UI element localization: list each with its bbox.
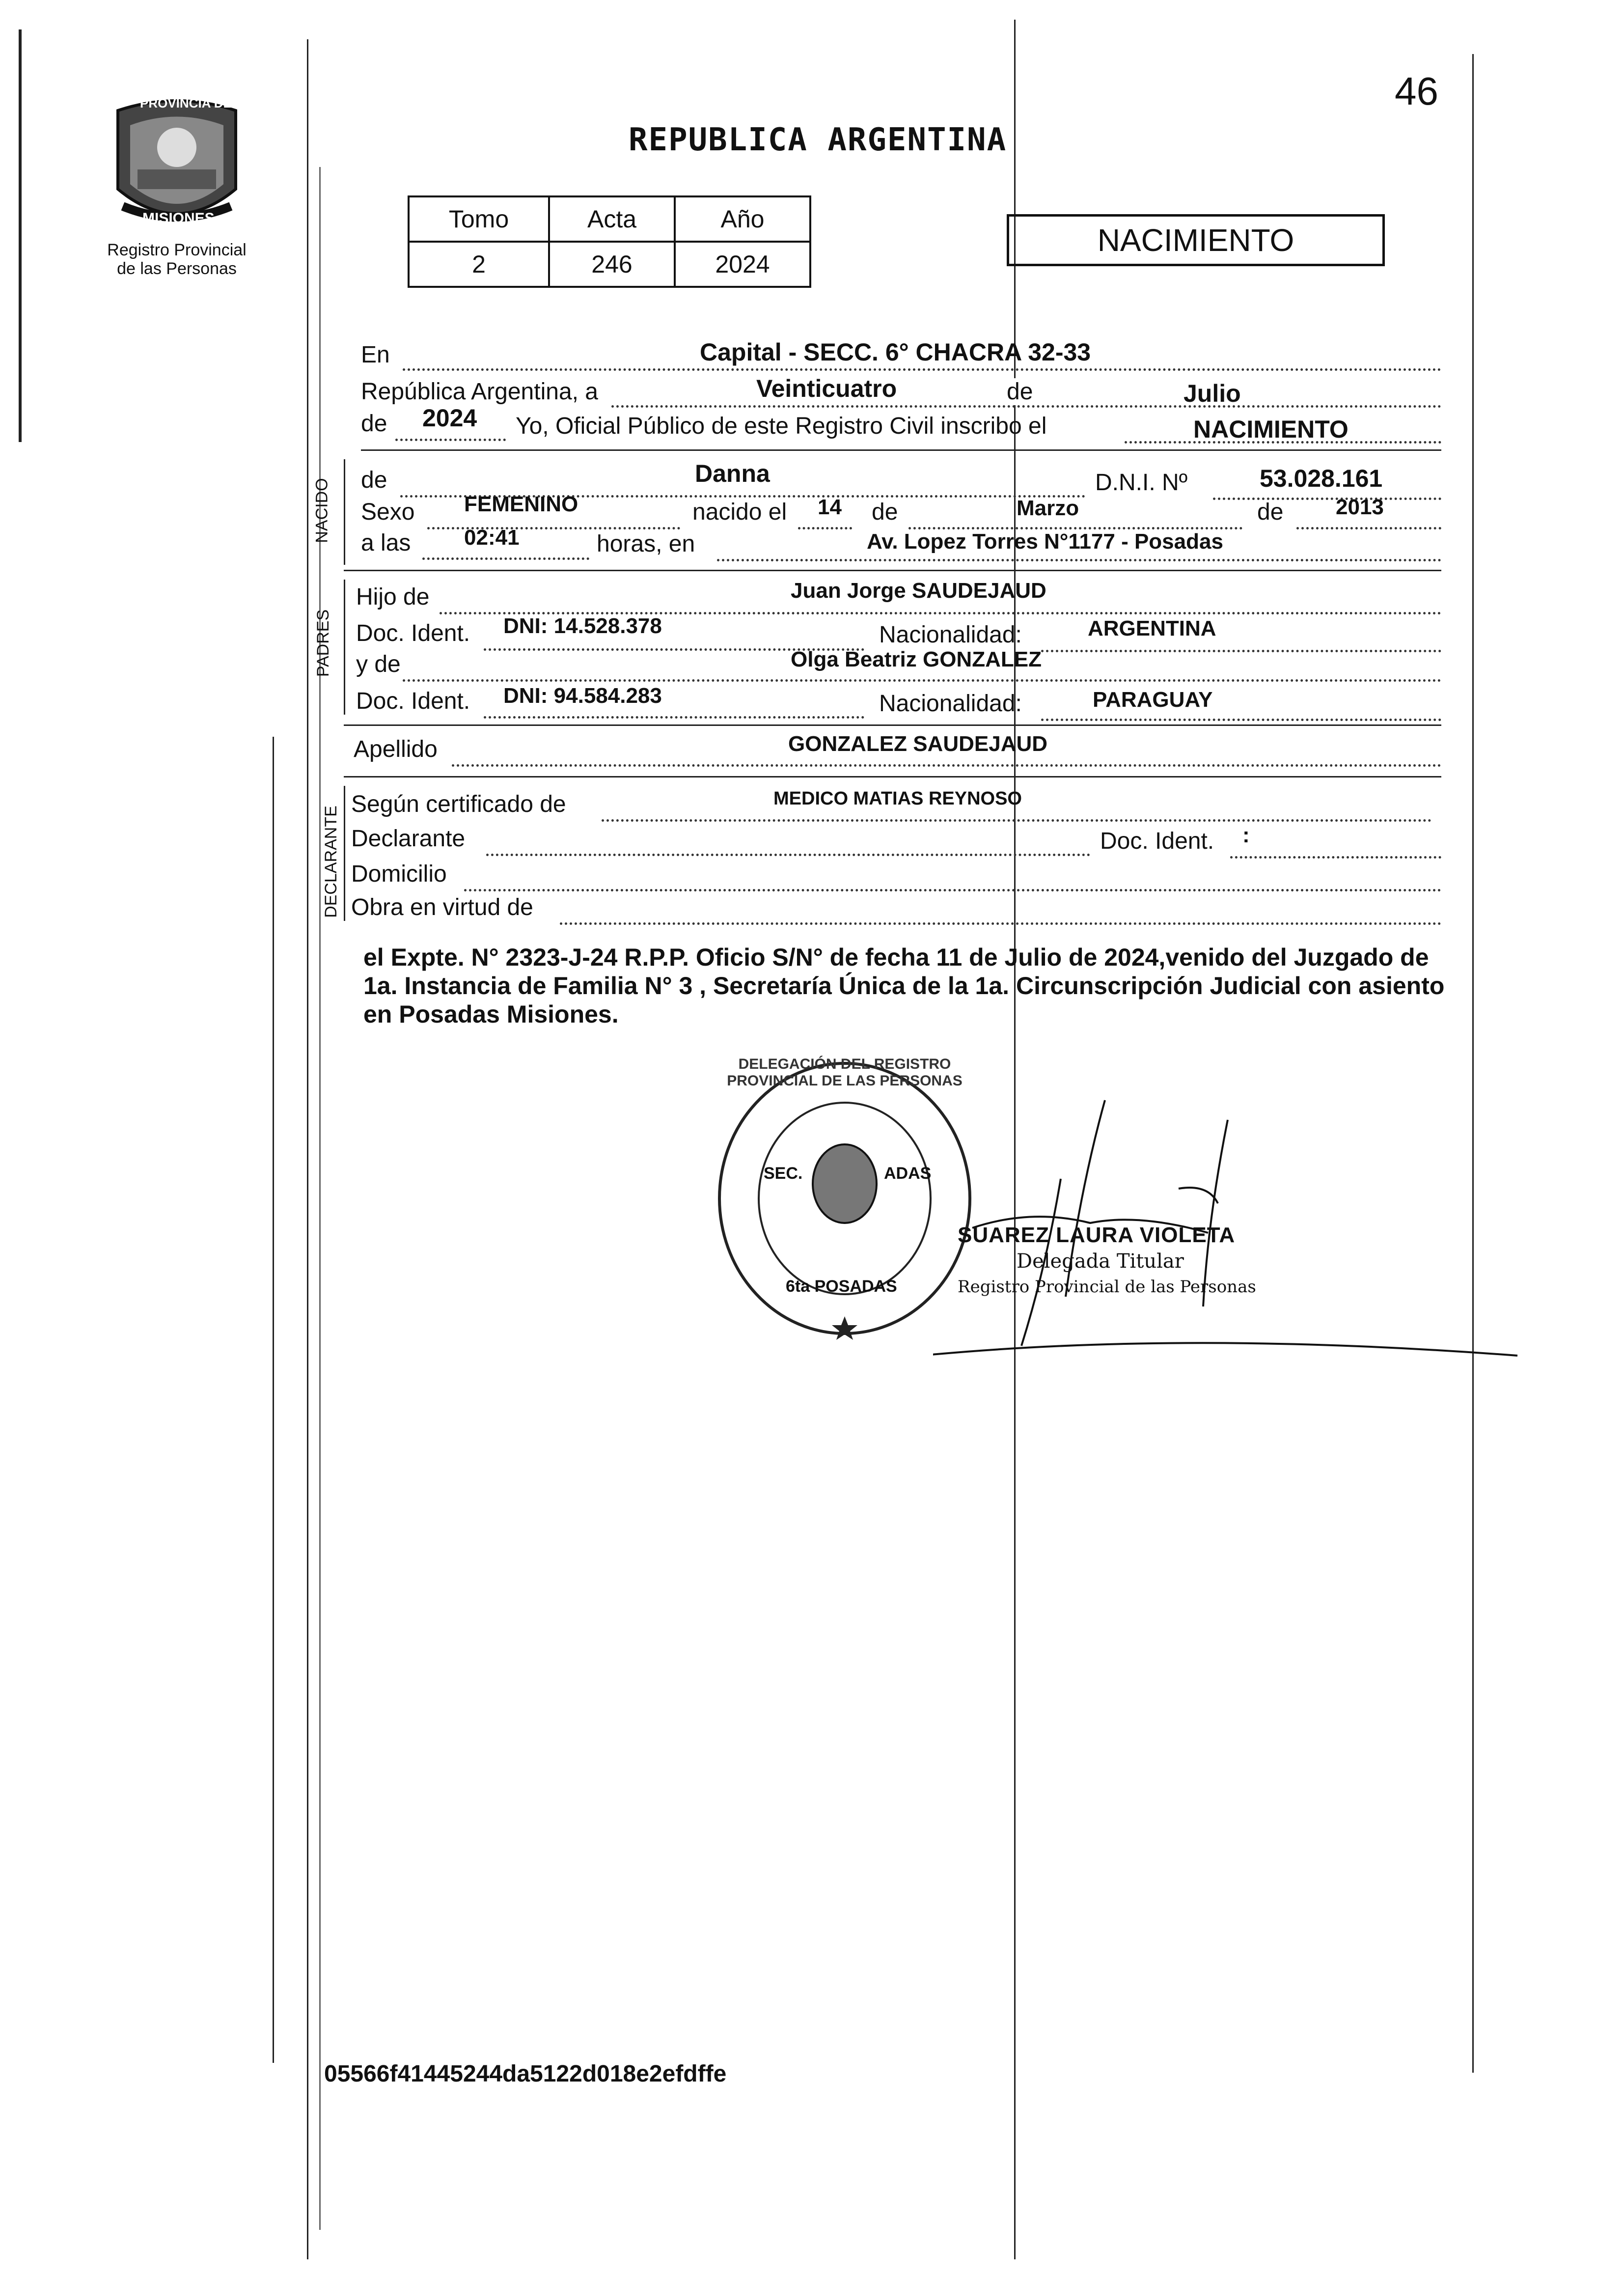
- label-oficial: Yo, Oficial Público de este Registro Civil inscribo el: [516, 413, 1047, 439]
- label-declarante: Declarante: [351, 826, 466, 852]
- label-de3: de: [1257, 499, 1284, 525]
- section-divider: [361, 449, 1441, 451]
- table-value-acta: 246: [549, 242, 675, 287]
- table-header-anio: Año: [675, 196, 810, 242]
- label-dni: D.N.I. Nº: [1095, 470, 1188, 496]
- value-madre-doc: DNI: 94.584.283: [503, 684, 662, 708]
- value-dni: 53.028.161: [1260, 465, 1383, 492]
- side-label-declarante: DECLARANTE: [321, 806, 340, 918]
- value-nombre: Danna: [695, 460, 770, 487]
- left-border-line-2: [319, 167, 321, 2230]
- table-value-tomo: 2: [409, 242, 549, 287]
- label-a-las: a las: [361, 530, 411, 556]
- left-border-line: [307, 39, 308, 2259]
- label-de-nombre: de: [361, 467, 387, 493]
- declarante-bracket: [344, 786, 345, 921]
- table-value-anio: 2024: [675, 242, 810, 287]
- label-sexo: Sexo: [361, 499, 415, 525]
- value-acto: NACIMIENTO: [1193, 416, 1349, 443]
- padres-bracket: [344, 580, 345, 715]
- label-nacionalidad1: Nacionalidad:: [879, 622, 1022, 648]
- label-segun: Según certificado de: [351, 791, 566, 817]
- label-y-de: y de: [356, 651, 401, 677]
- stamp-ring-text: DELEGACIÓN DEL REGISTRO PROVINCIAL DE LAS PERSONAS: [727, 1056, 963, 1089]
- document-hash: 05566f41445244da5122d018e2efdffe: [324, 2061, 727, 2087]
- value-mes: Julio: [1184, 380, 1241, 407]
- stamp-inner-bottom: 6ta POSADAS: [786, 1277, 897, 1296]
- value-madre: Olga Beatriz GONZALEZ: [791, 647, 1042, 671]
- value-certificado: MEDICO MATIAS REYNOSO: [773, 788, 1022, 809]
- label-doc-ident3: Doc. Ident.: [1100, 828, 1214, 854]
- value-lugar-nac: Av. Lopez Torres N°1177 - Posadas: [867, 529, 1223, 554]
- value-padre: Juan Jorge SAUDEJAUD: [791, 579, 1046, 603]
- right-border-line: [1472, 54, 1474, 2073]
- label-en: En: [361, 342, 390, 368]
- value-dia: Veinticuatro: [756, 375, 897, 402]
- nacido-bracket: [344, 459, 345, 565]
- stamp-inner-left: SEC.: [764, 1164, 803, 1183]
- section-divider: [344, 724, 1441, 726]
- label-de-mes: de: [1007, 379, 1033, 405]
- signatory-role: Delegada Titular: [1017, 1250, 1184, 1273]
- page-number: 46: [1395, 69, 1438, 113]
- value-declarante-doc: :: [1242, 823, 1250, 847]
- label-doc-ident1: Doc. Ident.: [356, 620, 470, 646]
- value-madre-nac: PARAGUAY: [1093, 688, 1213, 712]
- document-title: REPUBLICA ARGENTINA: [629, 122, 1007, 158]
- record-table: [408, 195, 811, 288]
- stamp-inner-right: ADAS: [884, 1164, 932, 1183]
- side-label-nacido: NACIDO: [312, 478, 331, 543]
- dots: [486, 829, 1090, 856]
- value-mes-nac: Marzo: [1017, 496, 1079, 520]
- dots: [560, 898, 1441, 925]
- section-divider: [344, 776, 1441, 778]
- scan-edge-line: [19, 29, 22, 442]
- value-lugar: Capital - SECC. 6° CHACRA 32-33: [700, 338, 1091, 366]
- dots: [1230, 832, 1441, 859]
- logo-caption-line2: de las Personas: [117, 259, 237, 278]
- value-dia-nac: 14: [818, 495, 842, 519]
- logo-text-top: PROVINCIA DE: [140, 96, 232, 111]
- dots: [464, 864, 1441, 891]
- value-padre-doc: DNI: 14.528.378: [503, 614, 662, 638]
- value-sexo: FEMENINO: [464, 492, 578, 516]
- value-apellido: GONZALEZ SAUDEJAUD: [788, 732, 1048, 756]
- label-de2: de: [872, 499, 898, 525]
- label-doc-ident2: Doc. Ident.: [356, 688, 470, 714]
- signatory-name: SUAREZ LAURA VIOLETA: [958, 1223, 1236, 1247]
- logo-text-bottom: MISIONES: [142, 210, 215, 226]
- side-label-padres: PADRES: [314, 609, 333, 677]
- value-padre-nac: ARGENTINA: [1088, 616, 1216, 640]
- logo-caption-line1: Registro Provincial: [107, 241, 247, 259]
- value-anio: 2024: [422, 404, 477, 432]
- label-republica: República Argentina, a: [361, 379, 598, 405]
- record-type-box: NACIMIENTO: [1007, 214, 1385, 266]
- label-apellido: Apellido: [354, 736, 438, 762]
- left-scan-line: [273, 737, 274, 2063]
- label-de-anio: de: [361, 411, 387, 437]
- logo-caption: [93, 241, 260, 278]
- table-header-acta: Acta: [549, 196, 675, 242]
- label-nacionalidad2: Nacionalidad:: [879, 691, 1022, 717]
- label-hijo-de: Hijo de: [356, 584, 430, 610]
- label-obra: Obra en virtud de: [351, 894, 533, 920]
- value-anio-nac: 2013: [1336, 495, 1384, 519]
- legal-note: el Expte. N° 2323-J-24 R.P.P. Oficio S/N° de fecha 11 de Julio de 2024,venido del Juzgado de 1a. Instancia de Familia N° 3 , Secretaría Única de la 1a. Circunscripción Judicial con asiento en Posadas Misiones.: [363, 944, 1445, 1028]
- label-domicilio: Domicilio: [351, 861, 447, 887]
- label-horas: horas, en: [597, 531, 695, 557]
- section-divider: [344, 570, 1441, 571]
- label-nacido: nacido el: [692, 499, 787, 525]
- table-header-tomo: Tomo: [409, 196, 549, 242]
- value-hora: 02:41: [464, 526, 520, 550]
- signatory-org: Registro Provincial de las Personas: [958, 1277, 1256, 1297]
